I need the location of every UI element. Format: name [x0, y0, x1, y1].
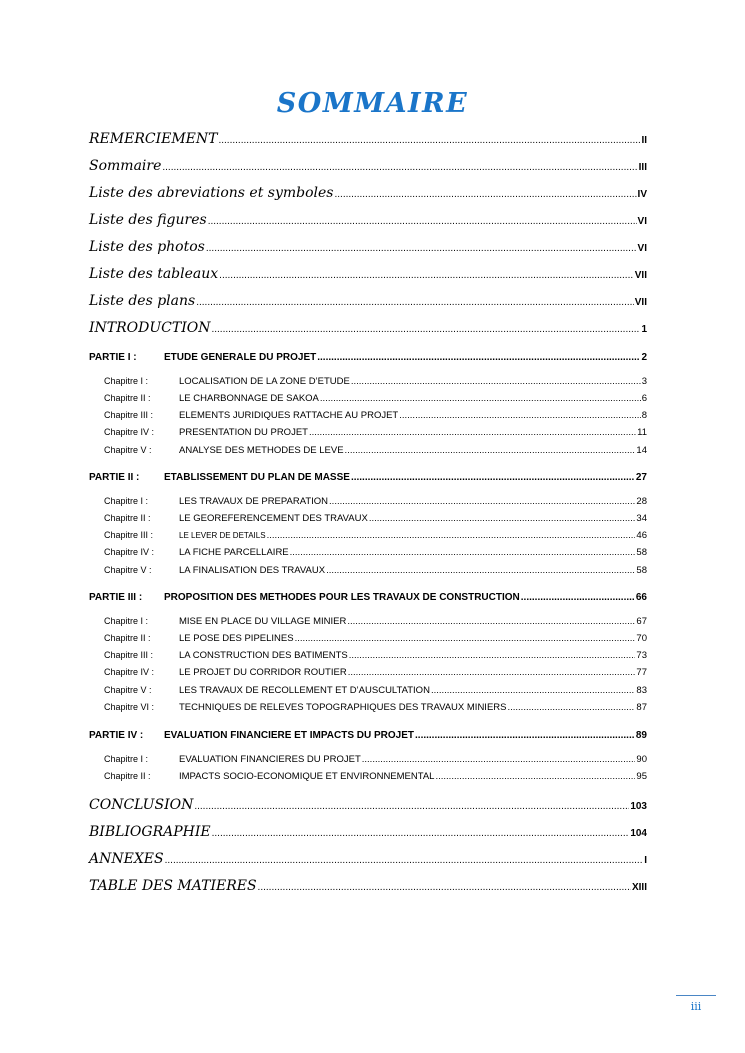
dot-leader [334, 188, 636, 200]
dot-leader [431, 684, 635, 695]
toc-part-label [89, 473, 350, 483]
dot-leader [415, 729, 635, 741]
dot-leader [218, 134, 640, 146]
dot-leader [347, 615, 635, 626]
part-title: PROPOSITION DES METHODES POUR LES TRAVAUX DE CONSTRUCTION [164, 592, 520, 603]
chapter-number: Chapitre V : [104, 564, 152, 575]
dot-leader [435, 770, 635, 781]
toc-entry-label: Liste des photos [89, 239, 205, 255]
chapter-title: LE PROJET DU CORRIDOR ROUTIER [179, 667, 347, 679]
chapter-title: MISE EN PLACE DU VILLAGE MINIER [179, 615, 347, 627]
toc-chapter[interactable] [104, 392, 647, 403]
toc-entry-page: XIII [631, 882, 647, 893]
chapter-number: Chapitre II : [104, 770, 151, 781]
chapter-number: Chapitre V : [104, 444, 152, 455]
chapter-number: Chapitre II : [104, 632, 151, 643]
toc-chapter-label [104, 548, 289, 558]
toc-entry[interactable] [89, 852, 647, 866]
toc-entry-label: Liste des tableaux [89, 266, 219, 282]
toc-chapter-label [104, 651, 348, 661]
dot-leader [212, 827, 630, 839]
toc-entry[interactable] [89, 213, 647, 227]
toc-chapter[interactable] [104, 427, 647, 438]
chapter-title: LOCALISATION DE LA ZONE D’ETUDE [179, 375, 350, 387]
dot-leader [162, 161, 637, 173]
part-title: EVALUATION FINANCIERE ET IMPACTS DU PROJET [164, 730, 415, 741]
dot-leader [165, 854, 644, 866]
page-title: SOMMAIRE [276, 88, 469, 119]
toc-part-label [89, 353, 316, 363]
toc-part[interactable] [89, 729, 647, 741]
dot-leader [362, 753, 636, 764]
toc-part[interactable] [89, 471, 647, 483]
toc-chapter-label [104, 428, 308, 438]
toc-chapter[interactable] [104, 770, 647, 781]
dot-leader [521, 591, 635, 603]
chapter-title: EVALUATION FINANCIERES DU PROJET [179, 753, 361, 765]
toc-chapter-label [104, 514, 368, 524]
chapter-page: 73 [636, 650, 647, 662]
toc-chapter[interactable] [104, 702, 647, 713]
chapter-number: Chapitre VI : [104, 702, 155, 712]
toc-entry-label: ANNEXES [89, 851, 164, 867]
toc-part-label [89, 731, 414, 741]
toc-entry-page: I [644, 855, 647, 866]
chapter-page: 8 [641, 410, 647, 422]
toc-entry[interactable] [89, 267, 647, 281]
chapter-number: Chapitre II : [104, 512, 151, 523]
chapter-number: Chapitre II : [104, 392, 151, 403]
toc-chapter[interactable] [104, 615, 647, 626]
toc-chapter-label [104, 703, 506, 713]
toc-chapter-label [104, 686, 430, 696]
dot-leader [320, 392, 641, 403]
chapter-page: 90 [636, 753, 647, 765]
dot-leader [349, 650, 636, 661]
part-number: PARTIE III : [89, 592, 143, 603]
chapter-number: Chapitre IV : [104, 427, 155, 438]
chapter-page: 3 [641, 375, 647, 387]
toc-chapter[interactable] [104, 512, 647, 523]
chapter-title: IMPACTS SOCIO-ECONOMIQUE ET ENVIRONNEMENTAL [179, 770, 435, 782]
toc-entry-page: IV [637, 189, 647, 200]
toc-entry-label: Sommaire [89, 158, 162, 174]
dot-leader [317, 351, 640, 363]
chapter-number: Chapitre I : [104, 375, 149, 386]
chapter-page: 11 [637, 427, 647, 439]
dot-leader [290, 547, 636, 558]
toc-part[interactable] [89, 351, 647, 363]
toc-entry[interactable] [89, 186, 647, 200]
part-title: ETUDE GENERALE DU PROJET [164, 352, 317, 363]
toc-chapter-label [104, 617, 346, 627]
chapter-number: Chapitre I : [104, 615, 149, 626]
toc-entry[interactable] [89, 132, 647, 146]
part-title: ETABLISSEMENT DU PLAN DE MASSE [164, 472, 350, 483]
toc-chapter[interactable] [104, 495, 647, 506]
page-number: iii [676, 995, 716, 1013]
dot-leader [369, 512, 636, 523]
chapter-page: 83 [636, 684, 647, 696]
dot-leader [329, 495, 635, 506]
chapter-title: LE LEVER DE DETAILS [179, 531, 266, 541]
toc-chapter-label [104, 411, 398, 421]
chapter-page: 87 [636, 702, 647, 713]
chapter-number: Chapitre I : [104, 753, 149, 764]
chapter-page: 95 [636, 770, 647, 782]
toc-chapter[interactable] [104, 547, 647, 558]
toc-entry-page: III [638, 162, 647, 173]
toc-entry-label: Liste des abreviations et symboles [89, 185, 334, 201]
toc-entry-page: VI [637, 243, 647, 254]
chapter-title: LE POSE DES PIPELINES [179, 632, 294, 644]
chapter-title: LA FINALISATION DES TRAVAUX [179, 564, 326, 576]
toc-chapter[interactable] [104, 375, 647, 386]
dot-leader [219, 269, 634, 281]
dot-leader [206, 242, 637, 254]
chapter-page: 70 [636, 632, 647, 644]
dot-leader [196, 296, 634, 308]
toc-chapter-label [104, 755, 361, 765]
dot-leader [295, 632, 636, 643]
toc-entry[interactable] [89, 798, 647, 812]
toc-entry-page: II [641, 135, 647, 146]
toc-entry[interactable] [89, 159, 647, 173]
part-number: PARTIE IV : [89, 730, 144, 741]
chapter-title: LA FICHE PARCELLAIRE [179, 547, 289, 559]
chapter-page: 58 [636, 547, 647, 559]
toc-entry-label: Liste des figures [89, 212, 207, 228]
dot-leader [348, 667, 636, 678]
toc-entry[interactable] [89, 879, 647, 893]
part-page: 2 [641, 352, 647, 363]
toc-entry[interactable] [89, 321, 647, 335]
chapter-title: PRESENTATION DU PROJET [179, 427, 308, 439]
chapter-page: 14 [636, 444, 647, 456]
chapter-title: LES TRAVAUX DE RECOLLEMENT ET D’AUSCULTATION [179, 684, 430, 696]
dot-leader [194, 800, 629, 812]
dot-leader [351, 471, 635, 483]
chapter-number: Chapitre V : [104, 684, 152, 695]
dot-leader [345, 444, 636, 455]
toc-entry-label: REMERCIEMENT [89, 131, 218, 147]
dot-leader [399, 410, 640, 421]
part-page: 27 [635, 472, 647, 483]
part-page: 66 [635, 592, 647, 603]
chapter-title: LA CONSTRUCTION DES BATIMENTS [179, 650, 348, 662]
chapter-title: LE GEOREFERENCEMENT DES TRAVAUX [179, 512, 368, 524]
chapter-page: 6 [641, 392, 647, 404]
chapter-page: 67 [636, 615, 647, 627]
toc-entry[interactable] [89, 294, 647, 308]
part-page: 89 [635, 730, 647, 741]
dot-leader [211, 323, 640, 335]
toc-entry[interactable] [89, 825, 647, 839]
toc-chapter-label [104, 394, 319, 404]
chapter-title: LES TRAVAUX DE PREPARATION [179, 495, 329, 507]
dot-leader [507, 702, 635, 713]
chapter-title: ELEMENTS JURIDIQUES RATTACHE AU PROJET [179, 410, 399, 422]
toc-chapter[interactable] [104, 632, 647, 643]
chapter-page: 34 [636, 512, 647, 524]
toc-chapter-label [104, 446, 344, 456]
toc-chapter[interactable] [104, 684, 647, 695]
toc-entry-label: TABLE DES MATIERES [89, 878, 257, 894]
toc-entry-label: BIBLIOGRAPHIE [89, 824, 211, 840]
chapter-title: TECHNIQUES DE RELEVES TOPOGRAPHIQUES DES TRAVAUX MINIERS [179, 702, 507, 713]
toc-chapter[interactable] [104, 564, 647, 575]
chapter-page: 77 [636, 667, 647, 679]
toc-entry-page: VII [634, 270, 647, 281]
chapter-number: Chapitre III : [104, 650, 154, 661]
toc-part-label [89, 593, 520, 603]
dot-leader [258, 881, 631, 893]
toc-chapter[interactable] [104, 410, 647, 421]
chapter-number: Chapitre III : [104, 530, 154, 541]
part-number: PARTIE I : [89, 352, 137, 363]
toc-chapter-label [104, 772, 434, 782]
toc-entry-page: VI [637, 216, 647, 227]
chapter-page: 58 [636, 564, 647, 576]
toc-chapter-label [104, 634, 294, 644]
toc-entry-page: 104 [630, 828, 647, 839]
toc-entry-label: INTRODUCTION [89, 320, 211, 336]
chapter-number: Chapitre IV : [104, 667, 155, 678]
dot-leader [267, 530, 636, 541]
toc-chapter-label [104, 497, 328, 507]
part-number: PARTIE II : [89, 472, 140, 483]
toc-chapter-label [104, 566, 325, 576]
chapter-title: LE CHARBONNAGE DE SAKOA [179, 392, 319, 404]
toc-chapter[interactable] [104, 530, 647, 541]
chapter-number: Chapitre III : [104, 410, 154, 421]
chapter-number: Chapitre IV : [104, 547, 155, 558]
toc-chapter[interactable] [104, 444, 647, 455]
toc-chapter-label [104, 668, 347, 678]
chapter-page: 28 [636, 495, 647, 507]
dot-leader [351, 375, 641, 386]
toc-chapter[interactable] [104, 667, 647, 678]
toc-entry-page: 103 [630, 801, 647, 812]
dot-leader [208, 215, 637, 227]
toc-entry-page: 1 [641, 324, 647, 335]
toc-part[interactable] [89, 591, 647, 603]
toc-entry[interactable] [89, 240, 647, 254]
dot-leader [326, 564, 635, 575]
dot-leader [309, 427, 636, 438]
toc-chapter[interactable] [104, 650, 647, 661]
chapter-page: 46 [636, 530, 647, 542]
chapter-number: Chapitre I : [104, 495, 149, 506]
toc-chapter-label [104, 377, 350, 387]
toc-chapter-label [104, 531, 266, 541]
chapter-title: ANALYSE DES METHODES DE LEVE [179, 444, 344, 456]
toc-entry-label: Liste des plans [89, 293, 196, 309]
toc-chapter[interactable] [104, 753, 647, 764]
toc-entry-label: CONCLUSION [89, 797, 194, 813]
toc-entry-page: VII [634, 297, 647, 308]
